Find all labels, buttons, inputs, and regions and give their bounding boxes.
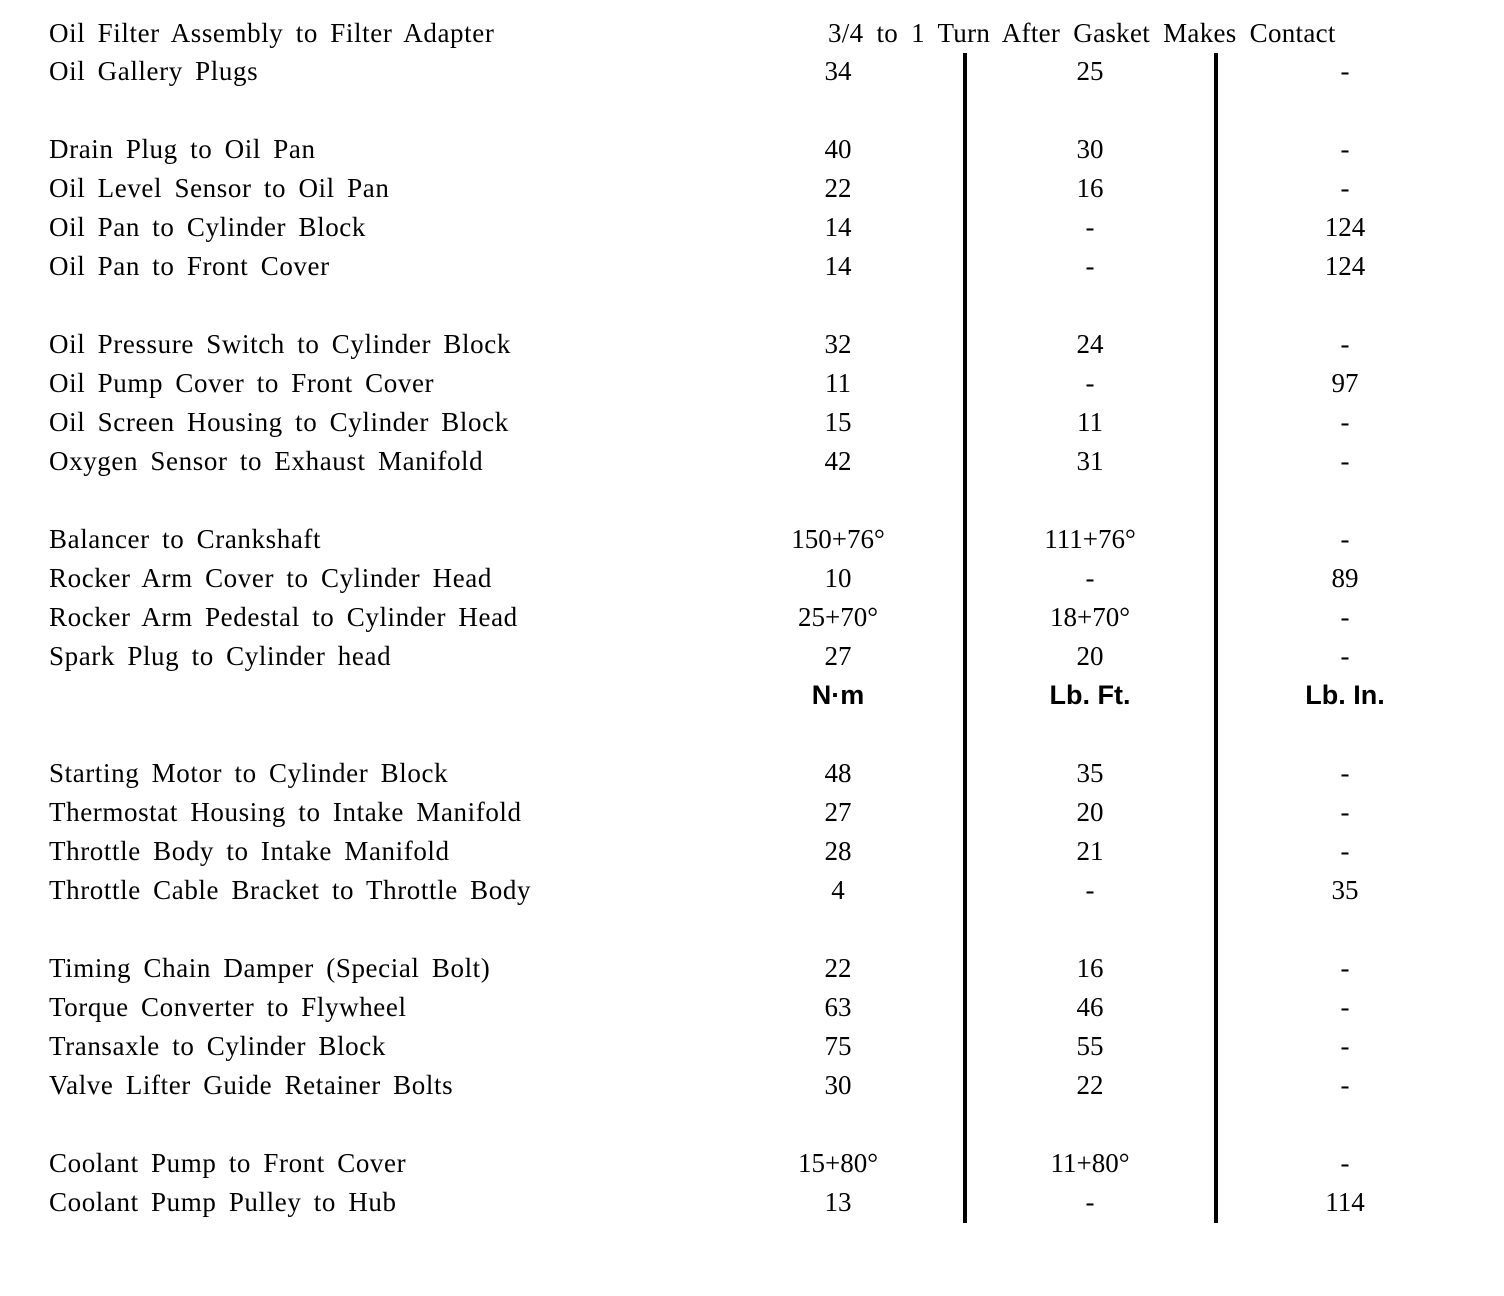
lbft-value: 111+76° [1044,524,1136,554]
table-row [0,170,1504,206]
nm-value: 42 [824,446,852,476]
unit-nm: N·m [811,680,865,710]
lbft-value: 16 [1076,953,1104,983]
lbft-value: - [1085,251,1095,281]
nm-value: 14 [824,212,852,242]
lbin-value: 124 [1324,251,1366,281]
table-row [0,1184,1504,1220]
row-label: Drain Plug to Oil Pan [49,134,316,164]
lbft-value: 25 [1076,56,1104,86]
lbft-value: 16 [1076,173,1104,203]
lbin-value: 35 [1331,875,1359,905]
lbin-value: - [1340,134,1350,164]
lbin-value: - [1340,56,1350,86]
nm-value: 13 [824,1187,852,1217]
row-label: Thermostat Housing to Intake Manifold [49,797,522,827]
lbin-value: 124 [1324,212,1366,242]
row-label: Balancer to Crankshaft [49,524,322,554]
lbin-value: - [1340,173,1350,203]
nm-value: 22 [824,953,852,983]
lbft-value: - [1085,875,1095,905]
table-row [0,1028,1504,1064]
nm-value: 30 [824,1070,852,1100]
nm-value: 75 [824,1031,852,1061]
lbin-value: - [1340,524,1350,554]
row-label: Oil Pan to Cylinder Block [49,212,366,242]
nm-value: 14 [824,251,852,281]
lbft-value: 35 [1076,758,1104,788]
table-row [0,1145,1504,1181]
lbin-value: - [1340,641,1350,671]
row-label: Oxygen Sensor to Exhaust Manifold [49,446,484,476]
row-label: Torque Converter to Flywheel [49,992,407,1022]
row-label: Throttle Cable Bracket to Throttle Body [49,875,532,905]
row-label: Throttle Body to Intake Manifold [49,836,450,866]
row-label: Transaxle to Cylinder Block [49,1031,386,1061]
unit-lbft: Lb. Ft. [1049,680,1131,710]
table-row [0,872,1504,908]
lbin-value: - [1340,1031,1350,1061]
row-label: Rocker Arm Cover to Cylinder Head [49,563,492,593]
table-row [0,1067,1504,1103]
lbft-value: - [1085,1187,1095,1217]
lbft-value: 46 [1076,992,1104,1022]
lbft-value: - [1085,212,1095,242]
nm-value: 63 [824,992,852,1022]
lbin-value: - [1340,758,1350,788]
nm-value: 27 [824,797,852,827]
row-label: Timing Chain Damper (Special Bolt) [49,953,491,983]
table-row [0,755,1504,791]
table-row [0,365,1504,401]
units-row [0,677,1504,713]
lbin-value: - [1340,446,1350,476]
lbft-value: 30 [1076,134,1104,164]
lbft-value: 11+80° [1050,1148,1130,1178]
lbin-value: - [1340,602,1350,632]
lbft-value: - [1085,563,1095,593]
row-label: Rocker Arm Pedestal to Cylinder Head [49,602,518,632]
table-row [0,209,1504,245]
lbin-value: 97 [1331,368,1359,398]
lbft-value: 20 [1076,797,1104,827]
lbft-value: 24 [1076,329,1104,359]
row-label: Oil Pan to Front Cover [49,251,330,281]
table-row [0,833,1504,869]
table-row [0,989,1504,1025]
table-row [0,443,1504,479]
nm-value: 25+70° [797,602,879,632]
table-row [0,326,1504,362]
nm-value: 48 [824,758,852,788]
lbft-value: 11 [1077,407,1103,437]
lbft-value: - [1085,368,1095,398]
nm-value: 28 [824,836,852,866]
nm-value: 4 [831,875,845,905]
row-label: Starting Motor to Cylinder Block [49,758,449,788]
row-label: Oil Pressure Switch to Cylinder Block [49,329,511,359]
row-label: Oil Gallery Plugs [49,56,259,86]
nm-value: 150+76° [791,524,885,554]
lbft-value: 55 [1076,1031,1104,1061]
nm-value: 34 [824,56,852,86]
lbin-value: - [1340,1148,1350,1178]
table-row [0,131,1504,167]
lbin-value: - [1340,329,1350,359]
lbin-value: - [1340,836,1350,866]
row-label: Oil Screen Housing to Cylinder Block [49,407,509,437]
nm-value: 22 [824,173,852,203]
unit-lbin: Lb. In. [1305,680,1385,710]
lbin-value: 89 [1331,563,1359,593]
table-row [0,404,1504,440]
nm-value: 27 [824,641,852,671]
row-label: Valve Lifter Guide Retainer Bolts [49,1070,454,1100]
row-label: Coolant Pump Pulley to Hub [49,1187,397,1217]
row-label: Oil Level Sensor to Oil Pan [49,173,390,203]
table-row [0,950,1504,986]
nm-value: 11 [825,368,851,398]
nm-value: 10 [824,563,852,593]
lbin-value: - [1340,953,1350,983]
nm-value: 32 [824,329,852,359]
row-label: Coolant Pump to Front Cover [49,1148,407,1178]
table-row [0,53,1504,89]
table-row [0,521,1504,557]
row-label: Oil Filter Assembly to Filter Adapter [49,18,495,48]
lbin-value: 114 [1325,1187,1365,1217]
lbft-value: 20 [1076,641,1104,671]
row-label: Oil Pump Cover to Front Cover [49,368,435,398]
table-row [0,794,1504,830]
lbft-value: 18+70° [1049,602,1131,632]
nm-value: 15 [824,407,852,437]
lbin-value: - [1340,1070,1350,1100]
spec-text: 3/4 to 1 Turn After Gasket Makes Contact [828,18,1336,48]
lbft-value: 21 [1076,836,1104,866]
nm-value: 40 [824,134,852,164]
table-row [0,638,1504,674]
lbft-value: 22 [1076,1070,1104,1100]
lbin-value: - [1340,992,1350,1022]
table-row [0,560,1504,596]
lbft-value: 31 [1076,446,1104,476]
nm-value: 15+80° [797,1148,879,1178]
lbin-value: - [1340,797,1350,827]
table-row [0,599,1504,635]
lbin-value: - [1340,407,1350,437]
table-row [0,248,1504,284]
header-row [0,15,1504,51]
row-label: Spark Plug to Cylinder head [49,641,392,671]
